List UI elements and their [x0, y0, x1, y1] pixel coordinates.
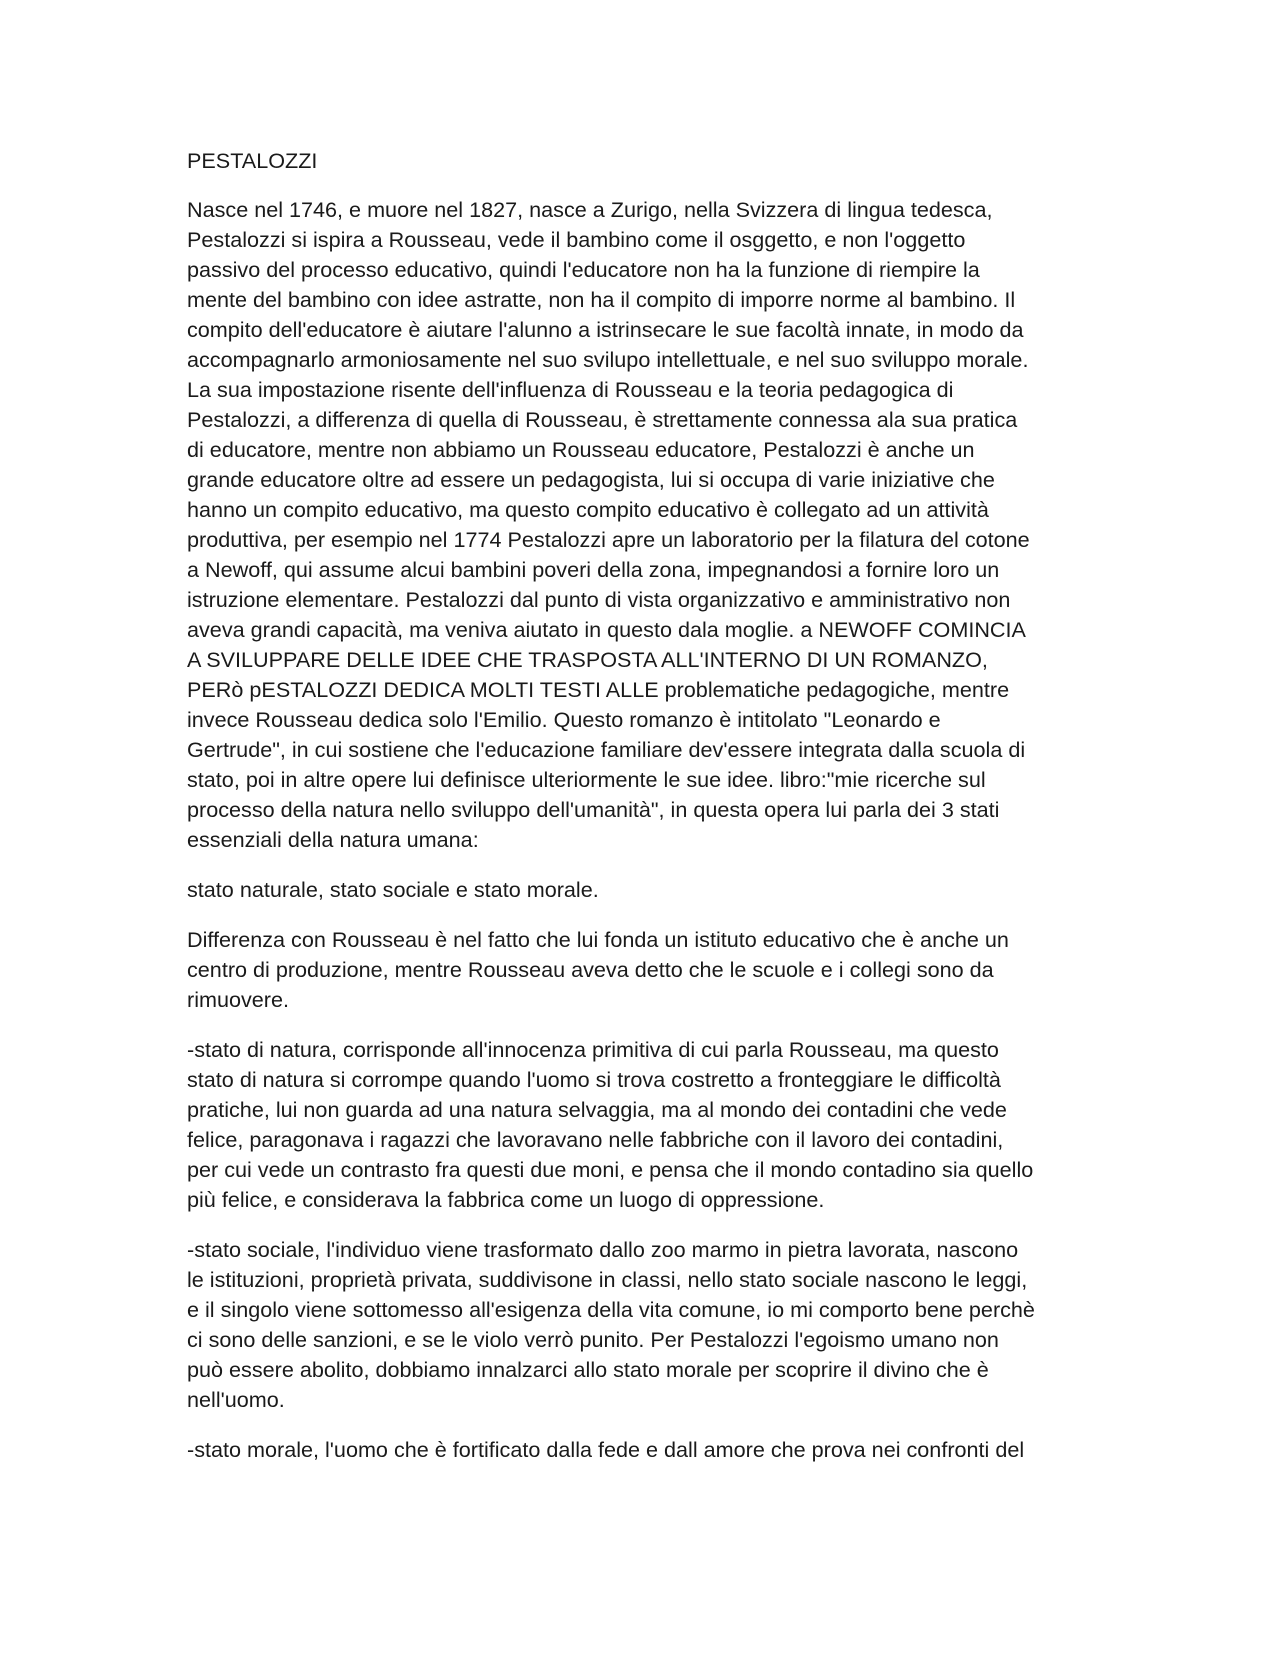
text-line: di educatore, mentre non abbiamo un Rousseau educatore, Pestalozzi è anche un [187, 437, 975, 462]
text-line: istruzione elementare. Pestalozzi dal punto di vista organizzativo e amministrativo non [187, 587, 1011, 612]
text-line: per cui vede un contrasto fra questi due moni, e pensa che il mondo contadino sia quello [187, 1157, 1034, 1182]
text-line: stato di natura si corrompe quando l'uomo si trova costretto a fronteggiare le difficoltà [187, 1067, 1001, 1092]
text-line: le istituzioni, proprietà privata, suddivisone in classi, nello stato sociale nascono le leggi, [187, 1267, 1028, 1292]
paragraph-stato-sociale [187, 1235, 1092, 1415]
text-line: aveva grandi capacità, ma veniva aiutato in questo dala moglie. a NEWOFF COMINCIA [187, 617, 1026, 642]
text-line: e il singolo viene sottomesso all'esigenza della vita comune, io mi comporto bene perchè [187, 1297, 1035, 1322]
text-line: rimuovere. [187, 987, 290, 1012]
text-line: più felice, e considerava la fabbrica come un luogo di oppressione. [187, 1187, 825, 1212]
text-line: produttiva, per esempio nel 1774 Pestalozzi apre un laboratorio per la filatura del cotone [187, 527, 1030, 552]
paragraph-stato-morale [187, 1435, 1092, 1465]
text-line: Pestalozzi, a differenza di quella di Rousseau, è strettamente connessa ala sua pratica [187, 407, 1018, 432]
text-line: processo della natura nello sviluppo dell'umanità", in questa opera lui parla dei 3 stati [187, 797, 1000, 822]
text-line: La sua impostazione risente dell'influenza di Rousseau e la teoria pedagogica di [187, 377, 954, 402]
text-line: ci sono delle sanzioni, e se le violo verrò punito. Per Pestalozzi l'egoismo umano non [187, 1327, 999, 1352]
text-line: -stato morale, l'uomo che è fortificato dalla fede e dall amore che prova nei confronti del [187, 1437, 1025, 1462]
document-title: PESTALOZZI [187, 148, 318, 173]
text-line: Gertrude", in cui sostiene che l'educazione familiare dev'essere integrata dalla scuola di [187, 737, 1026, 762]
text-line: mente del bambino con idee astratte, non ha il compito di imporre norme al bambino. Il [187, 287, 1016, 312]
text-line: -stato di natura, corrisponde all'innocenza primitiva di cui parla Rousseau, ma questo [187, 1037, 999, 1062]
text-line: nell'uomo. [187, 1387, 285, 1412]
text-line: compito dell'educatore è aiutare l'alunno a istrinsecare le sue facoltà innate, in modo da [187, 317, 1024, 342]
text-line: PERò pESTALOZZI DEDICA MOLTI TESTI ALLE problematiche pedagogiche, mentre [187, 677, 1010, 702]
text-line: felice, paragonava i ragazzi che lavoravano nelle fabbriche con il lavoro dei contadini, [187, 1127, 1004, 1152]
text-line: -stato sociale, l'individuo viene trasformato dallo zoo marmo in pietra lavorata, nascono [187, 1237, 1019, 1262]
text-line: grande educatore oltre ad essere un pedagogista, lui si occupa di varie iniziative che [187, 467, 995, 492]
text-line: Pestalozzi si ispira a Rousseau, vede il bambino come il osggetto, e non l'oggetto [187, 227, 966, 252]
text-line: Differenza con Rousseau è nel fatto che lui fonda un istituto educativo che è anche un [187, 927, 1009, 952]
text-line: invece Rousseau dedica solo l'Emilio. Questo romanzo è intitolato "Leonardo e [187, 707, 941, 732]
text-line: Nasce nel 1746, e muore nel 1827, nasce a Zurigo, nella Svizzera di lingua tedesca, [187, 197, 993, 222]
paragraph-stato-natura [187, 1035, 1092, 1215]
text-line: essenziali della natura umana: [187, 827, 479, 852]
text-line: passivo del processo educativo, quindi l'educatore non ha la funzione di riempire la [187, 257, 980, 282]
document-page [187, 146, 1092, 1485]
paragraph-difference [187, 925, 1092, 1015]
text-line: A SVILUPPARE DELLE IDEE CHE TRASPOSTA ALL'INTERNO DI UN ROMANZO, [187, 647, 988, 672]
text-line: hanno un compito educativo, ma questo compito educativo è collegato ad un attività [187, 497, 989, 522]
text-line: stato naturale, stato sociale e stato morale. [187, 877, 599, 902]
text-line: pratiche, lui non guarda ad una natura selvaggia, ma al mondo dei contadini che vede [187, 1097, 1007, 1122]
text-line: centro di produzione, mentre Rousseau aveva detto che le scuole e i collegi sono da [187, 957, 994, 982]
text-line: può essere abolito, dobbiamo innalzarci allo stato morale per scoprire il divino che è [187, 1357, 989, 1382]
text-line: stato, poi in altre opere lui definisce ulteriormente le sue idee. libro:"mie ricerche sul [187, 767, 986, 792]
paragraph-biography [187, 195, 1092, 855]
paragraph-three-states [187, 875, 1092, 905]
text-line: accompagnarlo armoniosamente nel suo svilupo intellettuale, e nel suo sviluppo morale. [187, 347, 1029, 372]
text-line: a Newoff, qui assume alcui bambini poveri della zona, impegnandosi a fornire loro un [187, 557, 1000, 582]
